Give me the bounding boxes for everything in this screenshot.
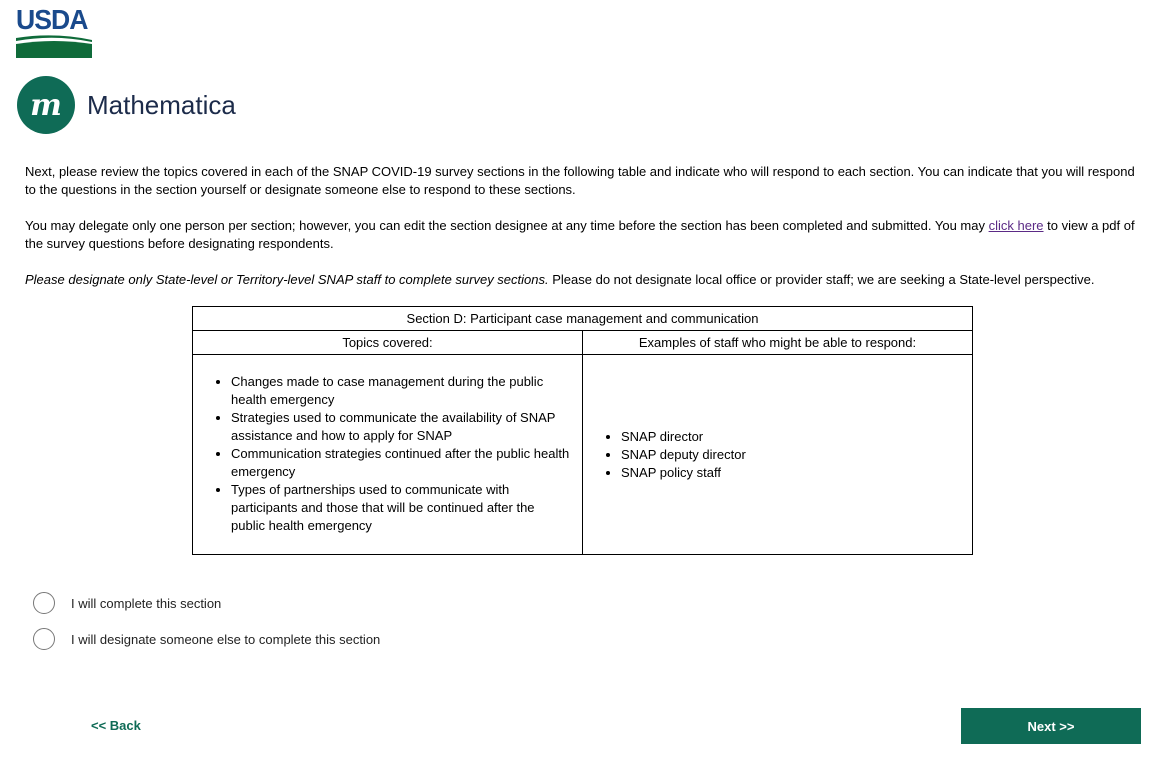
staff-list xyxy=(583,428,972,482)
list-item: • SNAP deputy director xyxy=(621,446,972,464)
topics-list xyxy=(193,373,572,535)
intro-paragraph-1: Next, please review the topics covered in each of the SNAP COVID-19 survey sections in the following table and indicate who will respond to each section. You can indicate that you will respond to the questions in the section yourself or designate someone else to respond to these sections. xyxy=(25,164,1135,197)
list-item: • Communication strategies continued after the public health emergency xyxy=(231,445,572,481)
topics-header: Topics covered: xyxy=(193,331,583,355)
section-table xyxy=(192,306,973,555)
option-complete-self[interactable]: I will complete this section xyxy=(33,592,221,614)
radio-button[interactable] xyxy=(33,592,55,614)
pdf-link[interactable]: click here xyxy=(988,218,1044,233)
mathematica-logo: m Mathematica xyxy=(17,76,236,134)
table-title: Section D: Participant case management and communication xyxy=(193,307,973,331)
back-button[interactable]: << Back xyxy=(91,718,141,733)
option-designate-other[interactable]: I will designate someone else to complete this section xyxy=(33,628,380,650)
staff-header: Examples of staff who might be able to respond: xyxy=(583,331,973,355)
intro-paragraph-3: Please designate only State-level or Territory-level SNAP staff to complete survey sections. Please do not designate local office or provider staff; we are seeking a State-level perspective. xyxy=(25,272,1095,287)
intro-paragraph-2: You may delegate only one person per section; however, you can edit the section designee at any time before the section has been completed and submitted. You may click here to view a pdf of the survey questions before designating respondents. xyxy=(25,218,1135,251)
usda-logo: USDA xyxy=(16,6,92,58)
list-item: • Strategies used to communicate the availability of SNAP assistance and how to apply for SNAP xyxy=(231,409,572,445)
radio-button[interactable] xyxy=(33,628,55,650)
list-item: • SNAP director xyxy=(621,428,972,446)
list-item: • SNAP policy staff xyxy=(621,464,972,482)
list-item: • Types of partnerships used to communicate with participants and those that will be continued after the public health emergency xyxy=(231,481,572,535)
mathematica-mark-icon: m xyxy=(17,76,75,134)
list-item: • Changes made to case management during the public health emergency xyxy=(231,373,572,409)
next-button[interactable]: Next >> xyxy=(961,708,1141,744)
